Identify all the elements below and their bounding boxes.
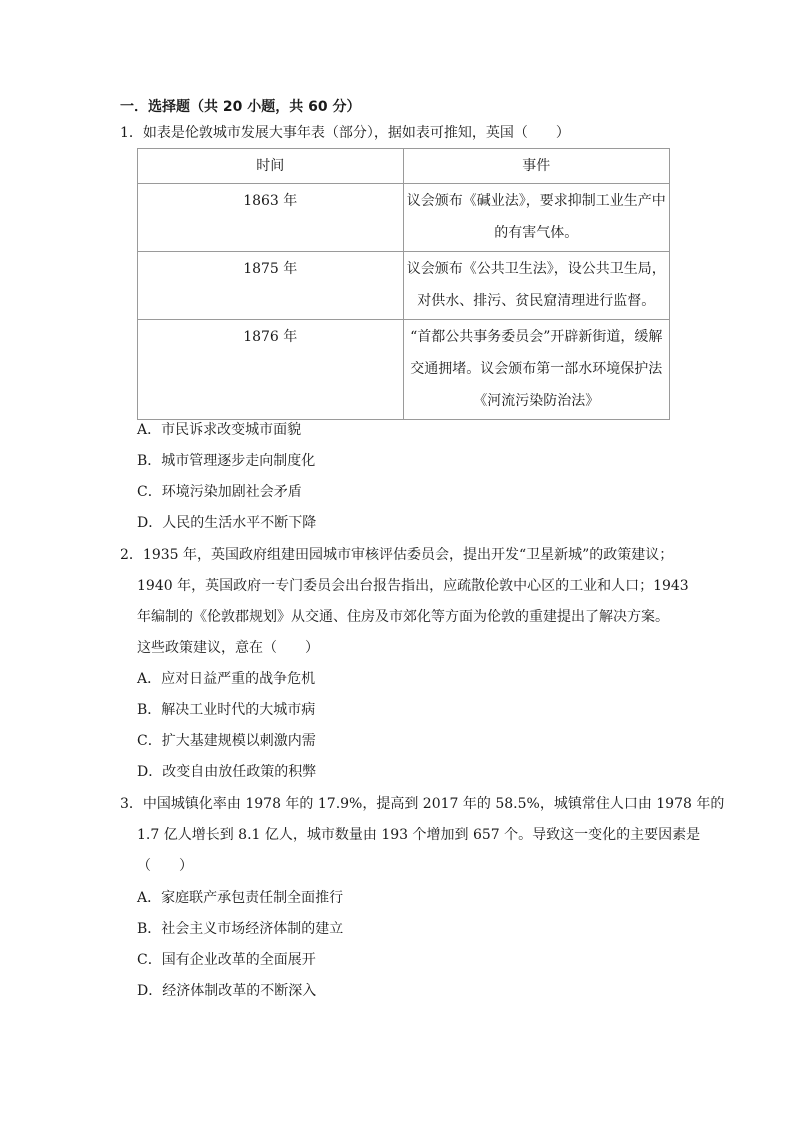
question-2-stem-line: 这些政策建议，意在（ ） [137, 640, 319, 656]
question-1-stem: 1．如表是伦敦城市发展大事年表（部分），据如表可推知，英国（ ） [120, 125, 570, 141]
question-3-option-b: B．社会主义市场经济体制的建立 [137, 921, 344, 937]
question-3-stem-line: 3．中国城镇化率由 1978 年的 17.9%，提高到 2017 年的 58.5%，城镇常住人口由 1978 年的 [120, 796, 725, 812]
table-row [138, 320, 670, 420]
table-cell-time: 1863 年 [243, 193, 298, 209]
table-cell-event-line: 《河流污染防治法》 [473, 393, 600, 409]
table-row [138, 252, 670, 320]
question-2-stem-line: 2．1935 年，英国政府组建田园城市审核评估委员会，提出开发“卫星新城”的政策建议； [120, 547, 674, 563]
table-cell-event-line: 议会颁布《碱业法》，要求抑制工业生产中 [406, 193, 666, 209]
question-3-option-a: A．家庭联产承包责任制全面推行 [137, 890, 344, 906]
section-title: 一．选择题（共 20 小题，共 60 分） [120, 99, 361, 115]
table-cell-event-line: 对供水、排污、贫民窟清理进行监督。 [417, 293, 656, 309]
table-row [138, 184, 670, 252]
question-1-option-d: D．人民的生活水平不断下降 [137, 515, 317, 531]
question-3-option-d: D．经济体制改革的不断深入 [137, 983, 317, 999]
question-2-option-d: D．改变自由放任政策的积弊 [137, 764, 317, 780]
question-1-option-c: C．环境污染加剧社会矛盾 [137, 484, 302, 500]
events-table [137, 148, 670, 420]
question-3-option-c: C．国有企业改革的全面展开 [137, 952, 316, 968]
question-2-option-c: C．扩大基建规模以刺激内需 [137, 733, 316, 749]
question-1-option-a: A．市民诉求改变城市面貌 [137, 422, 302, 438]
table-header-row [138, 149, 670, 184]
question-2-stem-line: 1940 年，英国政府一专门委员会出台报告指出，应疏散伦敦中心区的工业和人口；1943 [137, 578, 689, 594]
table-cell-time: 1875 年 [243, 261, 298, 277]
table-cell-event-line: “首都公共事务委员会”开辟新街道，缓解 [410, 329, 663, 345]
question-2-option-b: B．解决工业时代的大城市病 [137, 702, 316, 718]
table-cell-event-line: 的有害气体。 [494, 225, 579, 241]
question-3-stem-line: （ ） [137, 858, 193, 874]
table-cell-event-line: 交通拥堵。议会颁布第一部水环境保护法 [410, 361, 663, 377]
question-2-stem-line: 年编制的《伦敦郡规划》从交通、住房及市郊化等方面为伦敦的重建提出了解决方案。 [137, 609, 669, 625]
table-header-time: 时间 [138, 149, 404, 184]
table-cell-time: 1876 年 [243, 329, 298, 345]
question-3-stem-line: 1.7 亿人增长到 8.1 亿人，城市数量由 193 个增加到 657 个。导致这一变化的主要因素是 [137, 827, 701, 843]
question-1-option-b: B．城市管理逐步走向制度化 [137, 453, 316, 469]
table-header-event: 事件 [403, 149, 670, 184]
table-cell-event-line: 议会颁布《公共卫生法》，设公共卫生局， [406, 261, 666, 277]
question-2-option-a: A．应对日益严重的战争危机 [137, 671, 316, 687]
